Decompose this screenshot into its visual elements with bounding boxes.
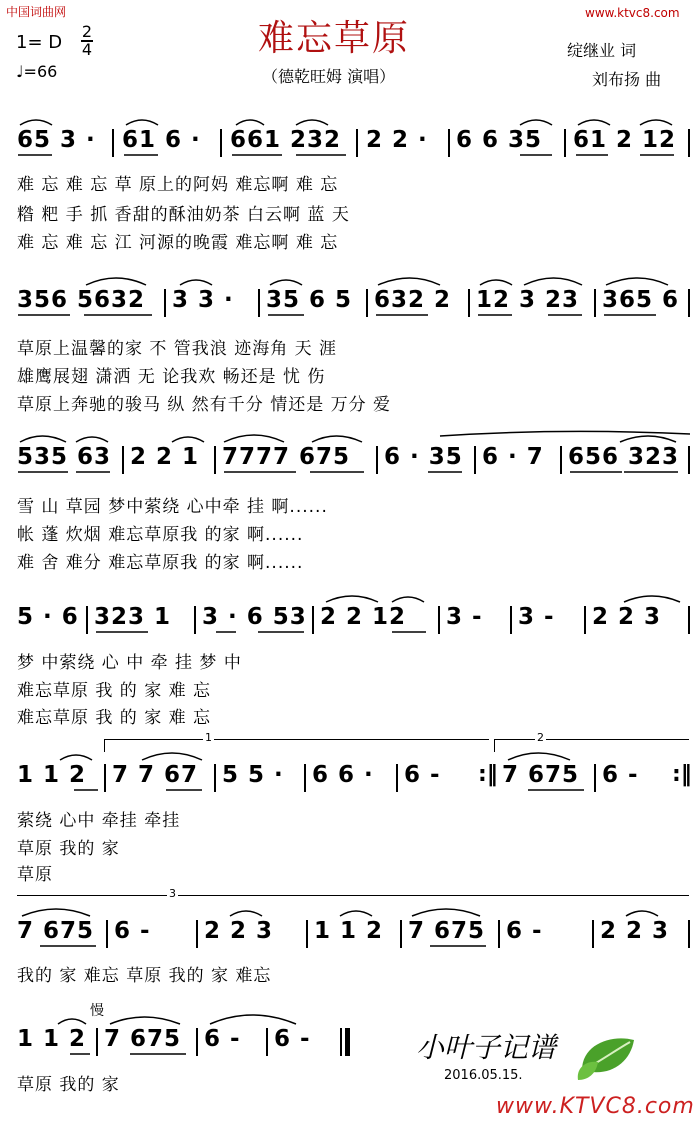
lyric-line: 我的 家 难忘 草原 我的 家 难忘 [17, 966, 272, 986]
note-group: 323 1 [94, 604, 172, 630]
note-group: 6 · 7 [482, 444, 544, 470]
note-group: 632 2 [374, 287, 452, 313]
lyric-line: 难 忘 难 忘 江 河源的晚霞 难忘啊 难 忘 [17, 233, 339, 253]
volta-bracket-1 [104, 731, 489, 752]
note-group: 6 - [204, 1026, 241, 1052]
lyric-line: 糌 粑 手 抓 香甜的酥油奶茶 白云啊 蓝 天 [17, 205, 350, 225]
slurs-and-underlines [0, 121, 700, 165]
lyric-line: 帐 蓬 炊烟 难忘草原我 的家 啊...... [17, 525, 304, 545]
volta-bracket-3 [17, 887, 689, 906]
time-signature [80, 24, 94, 58]
slurs-and-underlines [0, 598, 700, 642]
note-group: 7 675 [408, 918, 486, 944]
note-group: 6 6 · [312, 762, 374, 788]
note-group: 3 - [446, 604, 483, 630]
quarter-note-icon: ♩ [16, 62, 24, 81]
note-group: 535 63 [17, 444, 112, 470]
repeat-sign: :‖ [478, 762, 498, 787]
music-line-5 [0, 756, 700, 800]
lyric-line: 雪 山 草园 梦中萦绕 心中牵 挂 啊...... [17, 497, 328, 517]
transcription-date: 2016.05.15. [444, 1068, 523, 1083]
lyric-line: 草原上奔驰的骏马 纵 然有千分 情还是 万分 爱 [17, 395, 392, 415]
note-group: 5 5 · [222, 762, 284, 788]
song-title: 难忘草原 [258, 18, 411, 59]
composer: 刘布扬 曲 [592, 70, 662, 89]
note-group: 3 · 6 53 [202, 604, 307, 630]
slurs-and-underlines [0, 281, 700, 325]
note-group: 661 232 [230, 127, 342, 153]
slurs-and-underlines [0, 756, 700, 800]
note-group: 7 675 [502, 762, 580, 788]
time-denominator: 4 [81, 40, 93, 59]
watermark-top-right: www.ktvc8.com [585, 6, 680, 20]
transcriber-signature: 小叶子记谱 [416, 1031, 557, 1064]
lyricist: 绽继业 词 [567, 41, 637, 60]
volta-label: 3 [169, 887, 176, 900]
note-group: 65 3 · [17, 127, 96, 153]
note-group: 2 2 3 [600, 918, 670, 944]
note-group: 2 2 · [366, 127, 428, 153]
note-group: 12 3 23 [476, 287, 580, 313]
time-numerator: 2 [81, 22, 93, 41]
note-group: 1 1 2 [17, 762, 87, 788]
note-group: 6 - [274, 1026, 311, 1052]
tempo-slow-mark: 慢 [90, 1003, 104, 1019]
note-group: 7 7 67 [112, 762, 199, 788]
note-group: 3 3 · [172, 287, 234, 313]
note-group: 1 1 2 [17, 1026, 87, 1052]
music-line-1 [0, 121, 700, 165]
performer: （德乾旺姆 演唱） [262, 67, 396, 86]
watermark-bottom: www.KTVC8.com [496, 1094, 695, 1119]
volta-label: 2 [537, 731, 544, 744]
note-group: 2 2 12 [320, 604, 407, 630]
note-group: 6 - [114, 918, 151, 944]
slurs-and-underlines [0, 438, 700, 482]
note-group: 35 6 5 [266, 287, 353, 313]
lyric-line: 萦绕 心中 牵挂 牵挂 [17, 811, 181, 831]
lyric-line: 草原 [17, 865, 53, 885]
note-group: 365 6 [602, 287, 680, 313]
lyric-line: 草原 我的 家 [17, 839, 120, 859]
note-group: 61 2 12 [573, 127, 677, 153]
music-line-3 [0, 438, 700, 482]
lyric-line: 草原上温馨的家 不 管我浪 迹海角 天 涯 [17, 339, 338, 359]
note-group: 7 675 [104, 1026, 182, 1052]
note-group: 2 2 3 [204, 918, 274, 944]
note-group: 6 - [404, 762, 441, 788]
note-group: 2 2 1 [130, 444, 200, 470]
music-line-4 [0, 598, 700, 642]
note-group: 2 2 3 [592, 604, 662, 630]
note-group: 1 1 2 [314, 918, 384, 944]
watermark-top-left: 中国词曲网 [6, 5, 67, 19]
lyric-line: 草原 我的 家 [17, 1075, 120, 1095]
slurs-and-underlines [0, 912, 700, 956]
volta-bracket-2 [494, 731, 689, 752]
lyric-line: 梦 中萦绕 心 中 牵 挂 梦 中 [17, 653, 242, 673]
music-line-6 [0, 912, 700, 956]
lyric-line: 难忘草原 我 的 家 难 忘 [17, 708, 212, 728]
note-group: 356 5632 [17, 287, 146, 313]
tempo-marking: ♩=66 [16, 62, 58, 81]
note-group: 61 6 · [122, 127, 201, 153]
note-group: 6 - [506, 918, 543, 944]
lyric-line: 难忘草原 我 的 家 难 忘 [17, 681, 212, 701]
note-group: 7 675 [17, 918, 95, 944]
note-group: 5 · 6 [17, 604, 79, 630]
note-group: 7777 675 [222, 444, 351, 470]
note-group: 6 · 35 [384, 444, 463, 470]
note-group: 6 - [602, 762, 639, 788]
note-group: 656 323 [568, 444, 680, 470]
lyric-line: 难 忘 难 忘 草 原上的阿妈 难忘啊 难 忘 [17, 175, 339, 195]
music-line-2 [0, 281, 700, 325]
lyric-line: 雄鹰展翅 潇洒 无 论我欢 畅还是 忧 伤 [17, 367, 326, 387]
repeat-sign: :‖ [672, 762, 692, 787]
key-signature: 1= D [16, 32, 63, 53]
leaf-icon [572, 1030, 642, 1086]
note-group: 6 6 35 [456, 127, 543, 153]
volta-label: 1 [205, 731, 212, 744]
lyric-line: 难 舍 难分 难忘草原我 的家 啊...... [17, 553, 304, 573]
note-group: 3 - [518, 604, 555, 630]
